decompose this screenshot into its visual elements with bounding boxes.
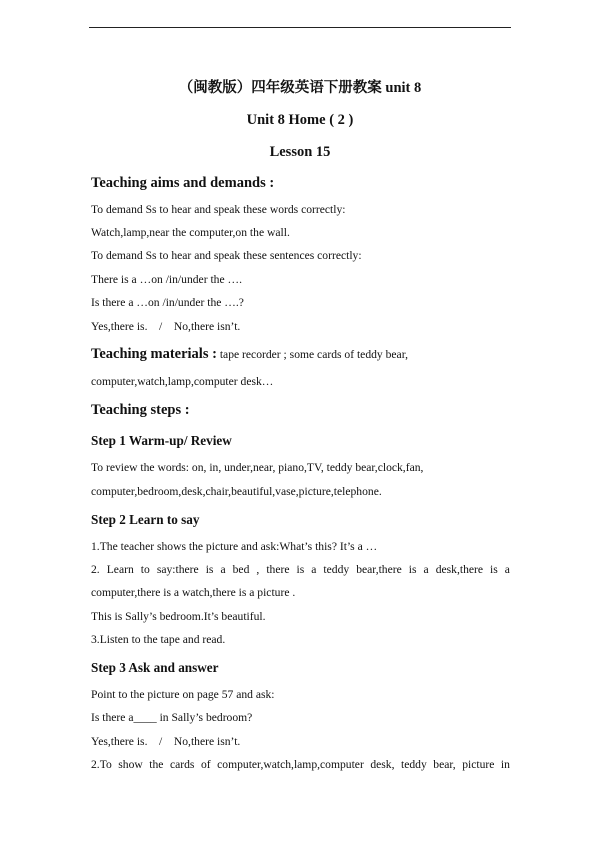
step2-line: 3.Listen to the tape and read. (91, 633, 226, 646)
word: of (200, 758, 211, 771)
word: there (266, 563, 290, 576)
lesson-title: Lesson 15 (269, 144, 331, 160)
step3-line: Yes,there is. / No,there isn’t. (91, 735, 241, 748)
word: the (149, 758, 164, 771)
word: a (220, 563, 226, 576)
word: a (504, 563, 510, 576)
word: desk,there (435, 563, 484, 576)
word: is (205, 563, 214, 576)
aims-line: There is a …on /in/under the …. (91, 273, 243, 286)
word: is (408, 563, 417, 576)
step3-line: Is there a____ in Sally’s bedroom? (91, 711, 253, 724)
step3-line: Point to the picture on page 57 and ask: (91, 688, 275, 701)
word: teddy (401, 758, 427, 771)
step1-line: To review the words: on, in, under,near, piano,TV, teddy bear,clock,fan, (91, 461, 424, 474)
materials-text: tape recorder ; some cards of teddy bear, (216, 348, 409, 361)
word: bed (232, 563, 250, 576)
step3-heading: Step 3 Ask and answer (91, 660, 219, 675)
aims-line: To demand Ss to hear and speak these words correctly: (91, 203, 346, 216)
word: 2. (91, 563, 100, 576)
aims-heading: Teaching aims and demands : (91, 175, 275, 191)
word: computer,watch,lamp,computer (217, 758, 364, 771)
steps-heading: Teaching steps : (91, 402, 190, 418)
step3-justified-line (91, 758, 510, 772)
document-title: （闽教版）四年级英语下册教案 unit 8 (178, 80, 422, 96)
header-rule (89, 27, 511, 28)
materials-text-cont: computer,watch,lamp,computer desk… (91, 375, 274, 388)
word: bear,there (356, 563, 402, 576)
step2-line: computer,there is a watch,there is a picture . (91, 586, 296, 599)
word: 2.To (91, 758, 112, 771)
word: , (256, 563, 260, 576)
word: teddy (323, 563, 350, 576)
word: cards (169, 758, 195, 771)
step2-line: 1.The teacher shows the picture and ask:What’s this? It’s a … (91, 540, 378, 553)
word: Learn (106, 563, 134, 576)
aims-line: Is there a …on /in/under the ….? (91, 296, 244, 309)
word: show (118, 758, 143, 771)
step1-line: computer,bedroom,desk,chair,beautiful,vase,picture,telephone. (91, 485, 382, 498)
step2-line: This is Sally’s bedroom.It’s beautiful. (91, 610, 266, 623)
word: desk, (370, 758, 395, 771)
step2-heading: Step 2 Learn to say (91, 512, 200, 527)
step1-heading: Step 1 Warm-up/ Review (91, 433, 232, 448)
step2-justified-line (91, 563, 510, 577)
word: a (423, 563, 429, 576)
aims-line: To demand Ss to hear and speak these sentences correctly: (91, 249, 362, 262)
word: say:there (156, 563, 199, 576)
word: is (490, 563, 498, 576)
word: is (296, 563, 305, 576)
word: picture (462, 758, 495, 771)
word: a (311, 563, 317, 576)
unit-title: Unit 8 Home ( 2 ) (246, 112, 354, 128)
materials-block (91, 345, 408, 364)
word: bear, (433, 758, 456, 771)
materials-heading: Teaching materials : (91, 346, 217, 362)
word: in (500, 758, 510, 771)
word: to (140, 563, 150, 576)
aims-line: Watch,lamp,near the computer,on the wall. (91, 226, 290, 239)
aims-line: Yes,there is. / No,there isn’t. (91, 320, 241, 333)
